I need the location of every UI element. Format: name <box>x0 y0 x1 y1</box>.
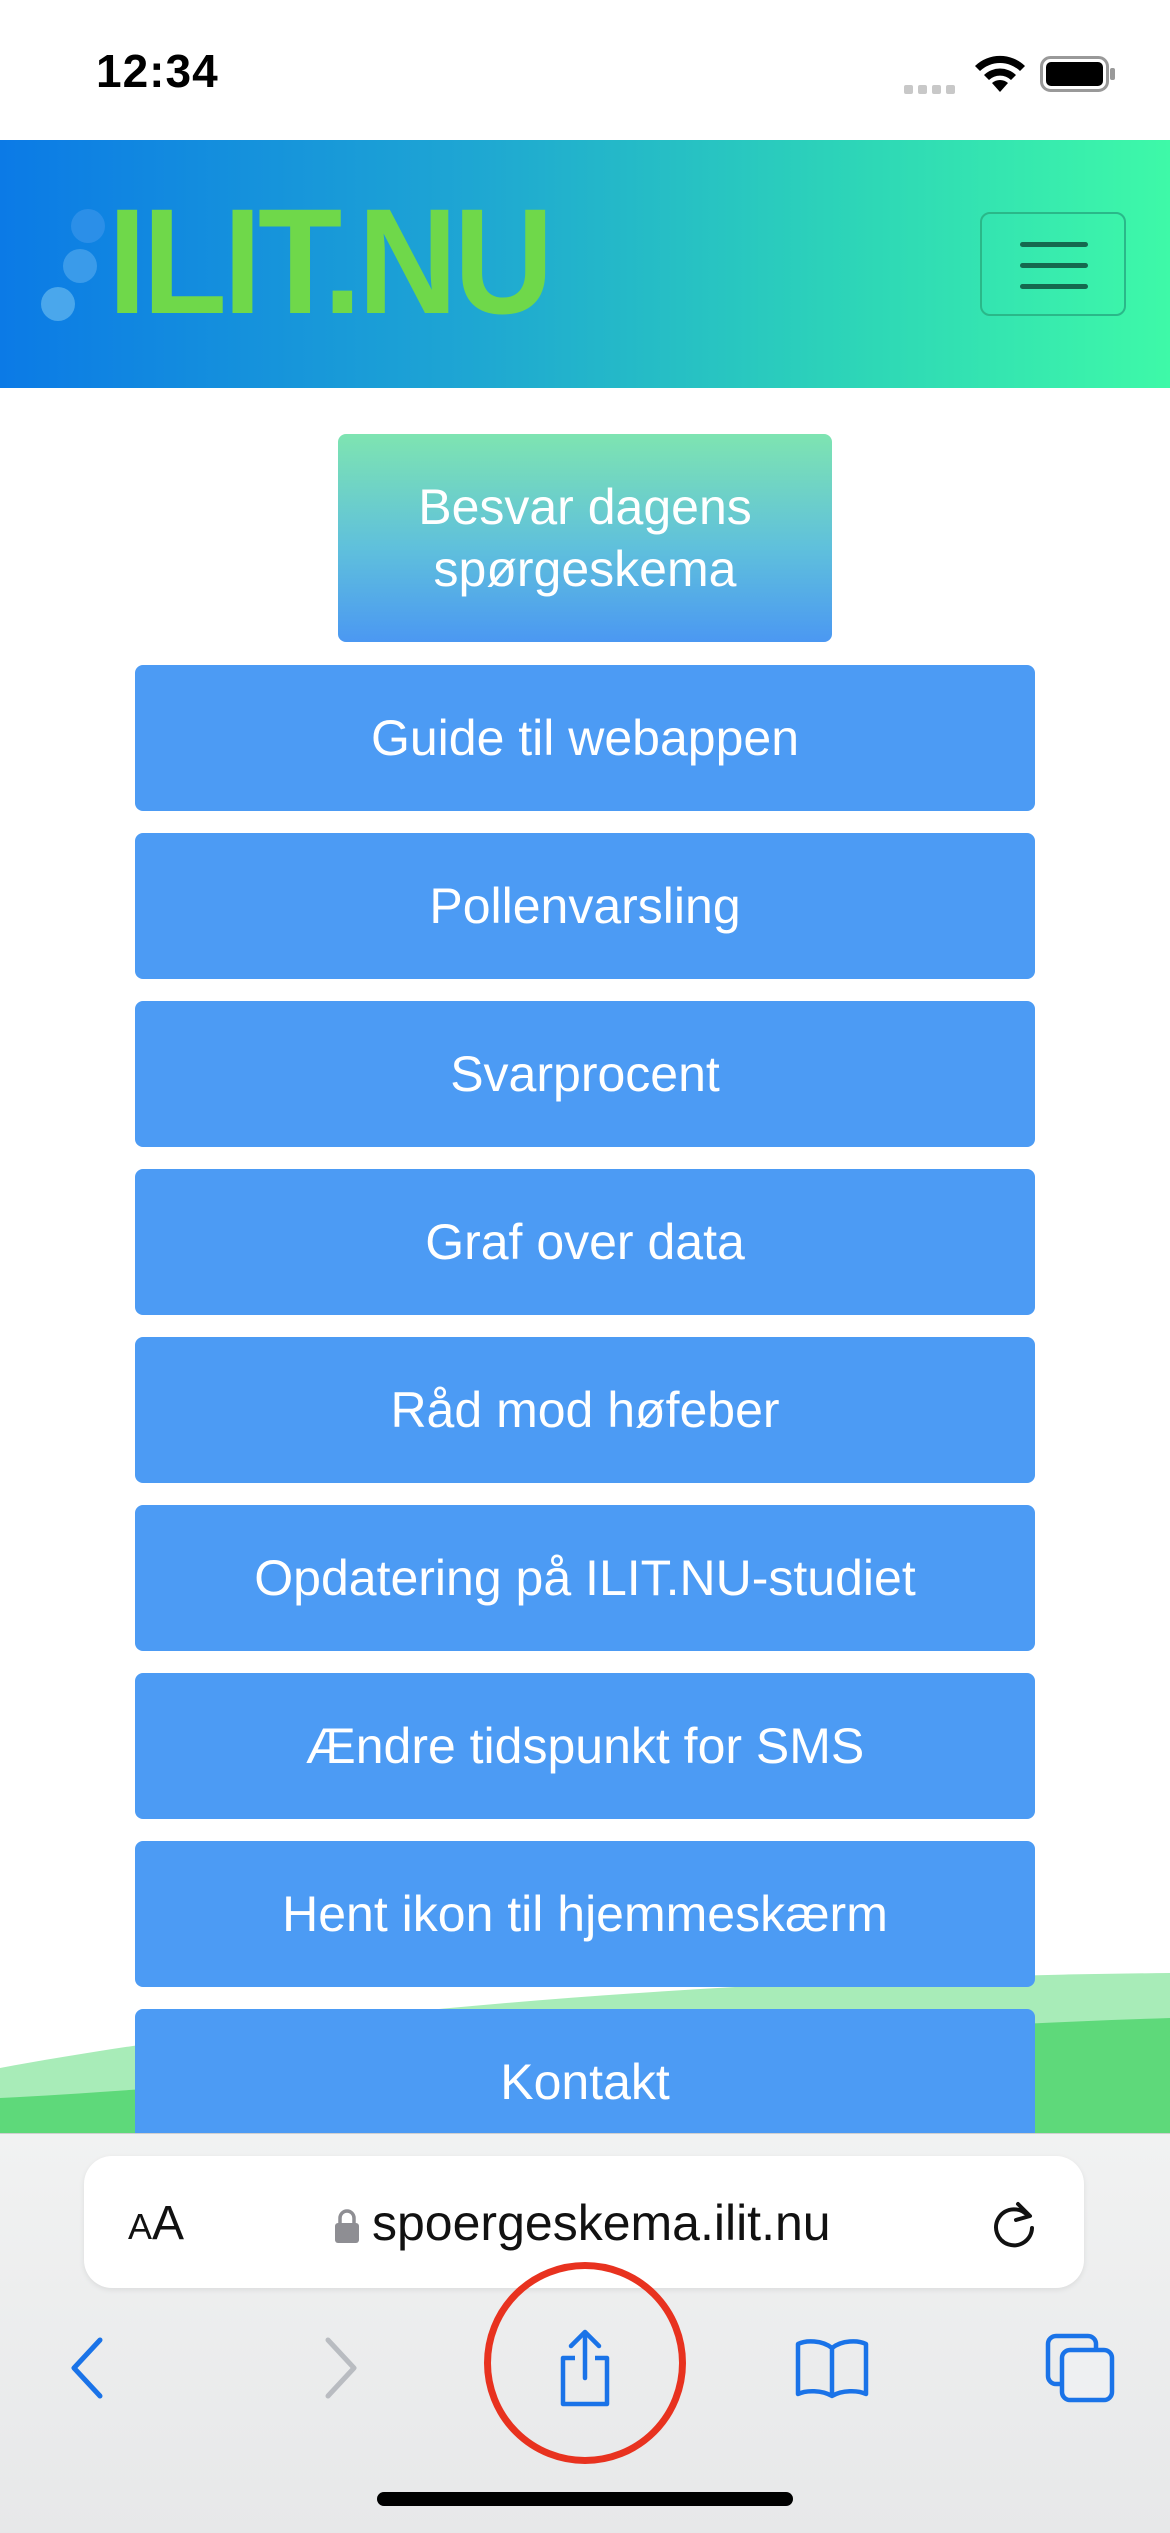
home-screen-icon-button[interactable]: Hent ikon til hjemmeskærm <box>135 1841 1035 1987</box>
cellular-signal-icon <box>904 80 960 94</box>
forward-button[interactable] <box>290 2318 390 2418</box>
url-text[interactable]: spoergeskema.ilit.nu <box>372 2195 831 2251</box>
site-header <box>0 140 1170 388</box>
main-content <box>0 388 1170 2133</box>
response-rate-button[interactable]: Svarprocent <box>135 1001 1035 1147</box>
study-update-button[interactable]: Opdatering på ILIT.NU-studiet <box>135 1505 1035 1651</box>
text-size-button[interactable]: AA <box>128 2197 185 2250</box>
change-sms-time-button[interactable]: Ændre tidspunkt for SMS <box>135 1673 1035 1819</box>
contact-button[interactable]: Kontakt <box>135 2009 1035 2133</box>
logo-dots-icon <box>40 208 112 328</box>
guide-button[interactable]: Guide til webappen <box>135 665 1035 811</box>
hay-fever-advice-button[interactable]: Råd mod høfeber <box>135 1337 1035 1483</box>
tabs-icon <box>1044 2332 1116 2404</box>
answer-questionnaire-button[interactable]: Besvar dagens spørgeskema <box>338 434 832 642</box>
bookmarks-button[interactable] <box>782 2318 882 2418</box>
menu-list <box>135 665 1035 2133</box>
home-indicator <box>377 2492 793 2506</box>
data-graph-button[interactable]: Graf over data <box>135 1169 1035 1315</box>
reload-icon[interactable] <box>988 2198 1040 2250</box>
forward-icon <box>316 2336 364 2400</box>
bookmarks-icon <box>794 2336 870 2400</box>
share-highlight-annotation <box>484 2262 686 2464</box>
status-bar <box>0 0 1170 140</box>
back-button[interactable] <box>38 2318 138 2418</box>
site-logo[interactable]: ILIT.NU <box>108 177 550 345</box>
status-time: 12:34 <box>96 45 219 97</box>
menu-toggle-button[interactable] <box>980 212 1126 316</box>
hamburger-icon <box>1020 242 1088 247</box>
wifi-icon <box>972 52 1028 96</box>
pollen-forecast-button[interactable]: Pollenvarsling <box>135 833 1035 979</box>
battery-icon <box>1040 56 1118 92</box>
tabs-button[interactable] <box>1030 2318 1130 2418</box>
back-icon <box>64 2336 112 2400</box>
lock-icon <box>334 2208 360 2244</box>
